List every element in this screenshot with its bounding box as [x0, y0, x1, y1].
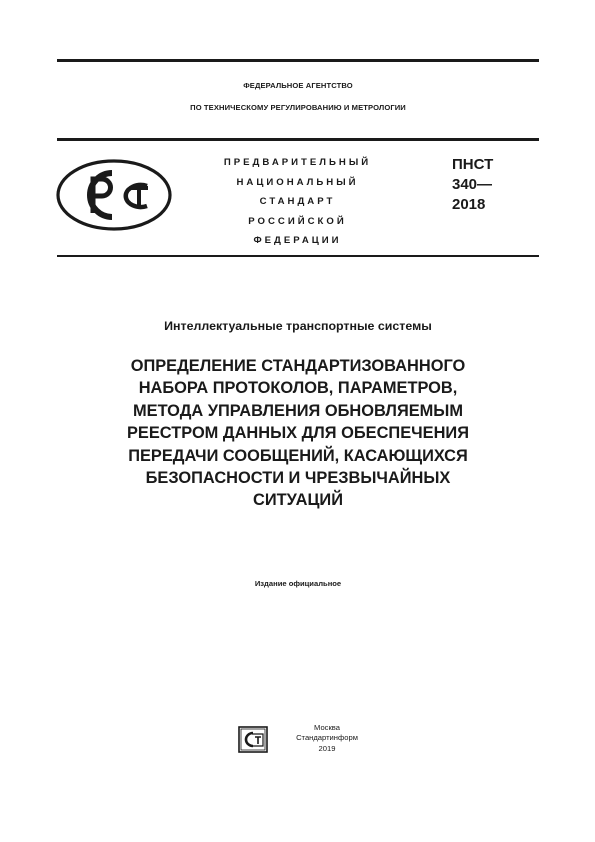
document-title-line: СИТУАЦИЙ	[253, 491, 343, 510]
middle-rule	[57, 138, 539, 141]
lower-rule	[57, 255, 539, 257]
edition-note: Издание официальное	[254, 579, 342, 588]
imprint-year: 2019	[318, 743, 336, 753]
document-title	[57, 355, 539, 512]
document-title-line: МЕТОДА УПРАВЛЕНИЯ ОБНОВЛЯЕМЫМ	[132, 401, 464, 420]
standard-type-line: СТАНДАРТ	[259, 196, 336, 207]
series-title: Интеллектуальные транспортные системы	[164, 319, 432, 333]
standard-number-line: 2018	[452, 196, 486, 213]
standard-type-line: РОССИЙСКОЙ	[248, 215, 347, 227]
document-title-line: ОПРЕДЕЛЕНИЕ СТАНДАРТИЗОВАННОГО	[130, 357, 466, 375]
agency-name-line1: ФЕДЕРАЛЬНОЕ АГЕНТСТВО	[243, 81, 353, 90]
standartinform-logo-icon	[238, 726, 268, 753]
document-title-line: БЕЗОПАСНОСТИ И ЧРЕЗВЫЧАЙНЫХ	[145, 469, 451, 488]
standard-type-line: НАЦИОНАЛЬНЫЙ	[236, 176, 359, 188]
document-title-line: НАБОРА ПРОТОКОЛОВ, ПАРАМЕТРОВ,	[138, 379, 458, 398]
standard-type-block	[190, 153, 405, 251]
standard-number-line: 340—	[452, 176, 493, 193]
agency-name-line2: ПО ТЕХНИЧЕСКОМУ РЕГУЛИРОВАНИЮ И МЕТРОЛОГИИ	[190, 103, 406, 112]
document-title-line: РЕЕСТРОМ ДАННЫХ ДЛЯ ОБЕСПЕЧЕНИЯ	[126, 424, 469, 443]
standard-number	[452, 155, 532, 215]
standard-type-line: ПРЕДВАРИТЕЛЬНЫЙ	[223, 157, 372, 168]
imprint	[272, 723, 382, 754]
gost-r-emblem-icon	[55, 157, 173, 233]
standard-type-line: ФЕДЕРАЦИИ	[253, 235, 342, 246]
standard-number-line: ПНСТ	[452, 156, 494, 173]
top-rule	[57, 59, 539, 62]
imprint-publisher: Стандартинформ	[296, 733, 358, 743]
document-title-line: ПЕРЕДАЧИ СООБЩЕНИЙ, КАСАЮЩИХСЯ	[128, 446, 468, 465]
imprint-city: Москва	[314, 723, 340, 732]
